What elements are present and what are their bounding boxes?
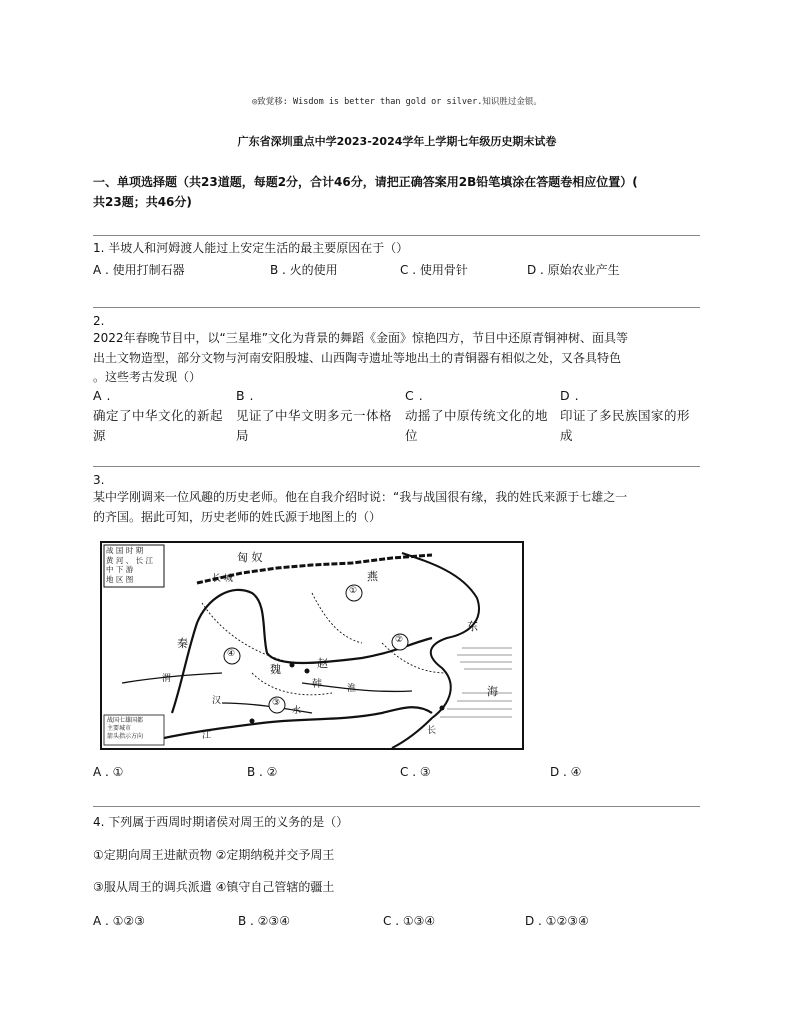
- q1-option-c[interactable]: C . 使用骨针: [400, 263, 468, 277]
- q2-option-a-line1: 确定了中华文化的新起: [93, 408, 224, 423]
- map-label-jiang: 江: [202, 731, 212, 741]
- q2-option-d-letter: D .: [560, 388, 580, 403]
- map-drawing: [102, 543, 522, 748]
- map-label-han: 韩: [312, 679, 322, 690]
- map-legend-item: 战国七雄国都: [107, 717, 144, 724]
- q2-option-d[interactable]: [560, 386, 730, 446]
- divider: [93, 307, 700, 308]
- q2-option-d-line1: 印证了多民族国家的形: [560, 408, 691, 423]
- map-title-line1: 战 国 时 期: [106, 546, 144, 555]
- section-heading: [93, 172, 703, 212]
- q3-option-a[interactable]: A . ①: [93, 765, 124, 779]
- map-title-line2: 黄 河 、 长 江: [106, 555, 154, 565]
- q4-option-d[interactable]: D . ①②③④: [525, 914, 589, 928]
- q2-option-c-letter: C .: [405, 388, 424, 403]
- q3-option-d[interactable]: D . ④: [550, 765, 582, 779]
- map-mark-3: ③: [272, 698, 281, 708]
- q1-option-b[interactable]: B . 火的使用: [270, 263, 338, 277]
- warring-states-map: [100, 541, 524, 750]
- q3-line2: 的齐国。据此可知，历史老师的姓氏源于地图上的（）: [93, 510, 382, 524]
- map-legend-item: 主要城市: [107, 725, 132, 732]
- q2-option-c[interactable]: [405, 386, 575, 446]
- map-title-line4: 地 区 图: [106, 574, 134, 584]
- q2-option-c-line2: 位: [405, 428, 419, 443]
- q1-option-d[interactable]: D . 原始农业产生: [527, 263, 620, 277]
- q2-line2: 出土文物造型，部分文物与河南安阳殷墟、山西陶寺遗址等地出土的青铜器有相似之处，又各具特色: [93, 351, 622, 365]
- map-label-dong: 东: [467, 620, 478, 633]
- page-motto: ◎致覚移: Wisdom is better than gold or silver.知识胜过金银。: [252, 97, 542, 107]
- q2-option-a-letter: A .: [93, 388, 111, 403]
- q2-option-b-letter: B .: [236, 388, 255, 403]
- map-label-yan: 燕: [367, 570, 378, 583]
- map-label-wei: 魏: [270, 663, 281, 676]
- q2-option-c-line1: 动摇了中原传统文化的地: [405, 408, 549, 423]
- q3-number: 3.: [93, 473, 105, 487]
- q4-items-line2: ③服从周王的调兵派遣 ④镇守自己管辖的疆土: [93, 880, 335, 894]
- map-legend-item: 箭头指示方向: [107, 733, 144, 740]
- q3-option-c[interactable]: C . ③: [400, 765, 431, 779]
- q3-option-b[interactable]: B . ②: [247, 765, 278, 779]
- divider: [93, 235, 700, 236]
- map-label-wei-river: 渭: [162, 674, 172, 684]
- map-title-line3: 中 下 游: [106, 565, 134, 574]
- q1-stem: 1. 半坡人和河姆渡人能过上安定生活的最主要原因在于（）: [93, 241, 409, 255]
- map-legend-title: [106, 546, 153, 584]
- section-heading-line2: 共23题；共46分): [93, 195, 192, 209]
- section-heading-line1: 一、单项选择题（共23道题，每题2分，合计46分，请把正确答案用2B铅笔填涂在答题卷相应位置）(: [93, 175, 638, 189]
- map-label-xiongnu: 匈 奴: [237, 551, 263, 564]
- q2-option-b-line2: 局: [236, 428, 250, 443]
- q2-option-a-line2: 源: [93, 428, 107, 443]
- q2-option-d-line2: 成: [560, 428, 574, 443]
- q4-items-line1: ①定期向周王进献贡物 ②定期纳税并交予周王: [93, 848, 335, 862]
- q2-line3: 。这些考古发现（）: [93, 370, 202, 384]
- page-title: 广东省深圳重点中学2023-2024学年上学期七年级历史期末试卷: [237, 135, 557, 148]
- map-label-hanshui: 汉: [212, 696, 222, 706]
- map-label-zhao: 赵: [317, 657, 328, 670]
- divider: [93, 466, 700, 467]
- divider: [93, 806, 700, 807]
- map-mark-1: ①: [349, 586, 358, 596]
- map-label-qin: 秦: [177, 637, 188, 650]
- q4-option-a[interactable]: A . ①②③: [93, 914, 145, 928]
- q2-option-b[interactable]: [236, 386, 406, 446]
- q2-line1: 2022年春晚节目中，以“三星堆”文化为背景的舞蹈《金面》惊艳四方，节目中还原青铜神树、面具等: [93, 331, 628, 345]
- map-legend: [107, 717, 143, 741]
- q2-option-b-line1: 见证了中华文明多元一体格: [236, 408, 393, 423]
- map-label-hai: 海: [487, 685, 498, 698]
- q2-number: 2.: [93, 314, 105, 328]
- q4-option-c[interactable]: C . ①③④: [383, 914, 436, 928]
- map-label-huai: 淮: [347, 684, 357, 694]
- map-label-chang: 长: [427, 726, 437, 736]
- map-label-changcheng: 长 城: [212, 574, 233, 584]
- q4-stem: 4. 下列属于西周时期诸侯对周王的义务的是（）: [93, 815, 349, 829]
- q3-line1: 某中学刚调来一位风趣的历史老师。他在自我介绍时说：“我与战国很有缘，我的姓氏来源于七雄之一: [93, 490, 628, 504]
- q4-option-b[interactable]: B . ②③④: [238, 914, 290, 928]
- map-mark-2: ②: [395, 635, 404, 645]
- map-label-shui: 水: [292, 706, 302, 716]
- map-mark-4: ④: [227, 649, 236, 659]
- q1-option-a[interactable]: A . 使用打制石器: [93, 263, 185, 277]
